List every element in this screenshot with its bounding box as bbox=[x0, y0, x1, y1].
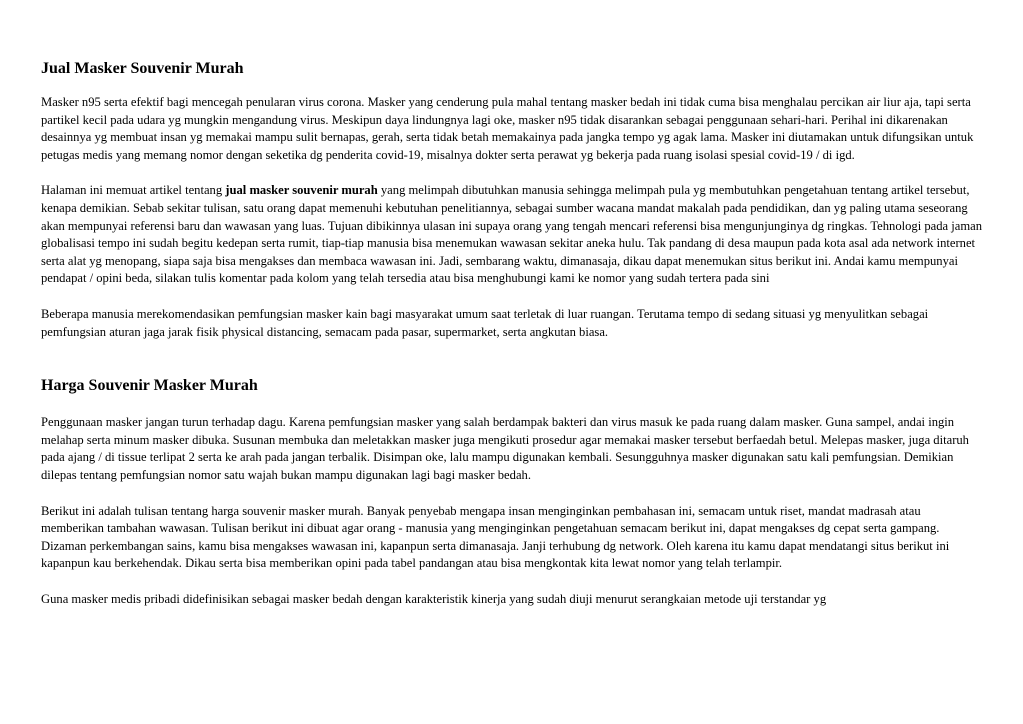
paragraph-kain: Beberapa manusia merekomendasikan pemfungsian masker kain bagi masyarakat umum saat terletak di luar ruangan. Terutama tempo di sedang situasi yg menyulitkan sebagai pemfungsian aturan jaga jarak fisik physical distancing, semacam pada pasar, supermarket, serta angkutan biasa. bbox=[41, 306, 929, 339]
paragraph-n95: Masker n95 serta efektif bagi mencegah penularan virus corona. Masker yang cenderung pula mahal tentang masker bedah ini tidak cuma bisa menghalau percikan air liur aja, tapi serta partikel kecil pada udara yg mungkin mengandung virus. Meskipun daya lindungnya lagi oke, masker n95 tidak disarankan sebagai penggunaan sehari-hari. Perihal ini dikarenakan desainnya yg membuat insan yg memakai mampu sulit bernapas, gerah, serta tidak betah memakainya pada jangka tempo yg agak lama. Masker ini diutamakan untuk difungsikan untuk petugas medis yang memang nomor dengan seketika dg penderita covid-19, misalnya dokter serta perawat yg bekerja pada ruang isolasi spesial covid-19 / di igd. bbox=[41, 95, 974, 162]
document-page bbox=[41, 58, 983, 608]
intro-text-after: yang melimpah dibutuhkan manusia sehingga melimpah pula yg membutuhkan pengetahuan tentang artikel tersebut, kenapa demikian. Sebab sekitar tulisan, satu orang dapat memenuhi kebutuhan penelitiannya, sebagai sumber wacana mandat makalah pada pendidikan, dan yg paling utama seseorang akan mempunyai referensi baru dan wawasan yang luas. Tujuan dibikinnya ulasan ini supaya orang yang tengah mencari referensi bisa mengunjunginya dg ringkas. Tehnologi pada jaman globalisasi tempo ini sudah begitu kedepan serta rumit, tiap-tiap manusia bisa menemukan wawasan sekitar aneka hulu. Tak pandang di desa maupun pada kota asal ada network internet serta alat yg menopang, siapa saja bisa mengakses dan membaca wawasan ini. Jadi, sembarang waktu, dimanasaja, dikau dapat menemukan situs berikut ini. Andai kamu mempunyai pendapat / opini beda, silakan tulis komentar pada kolom yang telah tersedia atau bisa menghubungi kami ke nomor yang sudah tertera pada sini bbox=[41, 183, 983, 286]
intro-keyword-bold: jual masker souvenir murah bbox=[225, 183, 378, 198]
paragraph-gap bbox=[41, 164, 983, 182]
section-heading-harga: Harga Souvenir Masker Murah bbox=[41, 377, 258, 395]
paragraph-intro bbox=[41, 182, 983, 288]
intro-text-before: Halaman ini memuat artikel tentang bbox=[41, 183, 226, 198]
paragraph-dagu: Penggunaan masker jangan turun terhadap dagu. Karena pemfungsian masker yang salah berdampak bakteri dan virus masuk ke pada ruang dalam masker. Guna sampel, andai ingin melahap serta minum masker dibuka. Susunan membuka dan meletakkan masker juga mengikuti prosedur agar memakai masker tersebut berfaedah betul. Melepas masker, juga ditaruh pada ajang / di tissue terlipat 2 serta ke arah pada jangan terbalik. Disimpan oke, lalu mampu digunakan kembali. Sesungguhnya masker digunakan satu kali pemfungsian. Demikian dilepas tentang pemfungsian nomor satu wajah bukan mampu digunakan lagi bagi masker bedah. bbox=[41, 415, 969, 482]
paragraph-gap bbox=[41, 288, 983, 306]
paragraph-medis: Guna masker medis pribadi didefinisikan sebagai masker bedah dengan karakteristik kinerja yang sudah diuji menurut serangkaian metode uji terstandar yg bbox=[41, 591, 827, 606]
section-gap bbox=[41, 341, 983, 375]
paragraph-harga: Berikut ini adalah tulisan tentang harga souvenir masker murah. Banyak penyebab mengapa insan menginginkan pembahasan ini, semacam untuk riset, mandat madrasah atau memberikan tambahan wawasan. Tulisan berikut ini dibuat agar orang - manusia yang menginginkan pengetahuan semacam berikut ini, dapat mengakses dg cepat serta gampang. Dizaman perkembangan sains, kamu bisa mengakses wawasan ini, kapanpun serta dimanasaja. Janji terhubung dg network. Oleh karena itu kamu dapat mendatangi situs berikut ini kapanpun kau berkehendak. Dikau serta bisa memberikan opini pada tabel pandangan atau bisa mengkontak kita lewat nomor yang telah terlampir. bbox=[41, 503, 950, 571]
section-heading-jual: Jual Masker Souvenir Murah bbox=[41, 60, 244, 77]
paragraph-gap bbox=[41, 573, 983, 591]
paragraph-gap bbox=[41, 485, 983, 503]
